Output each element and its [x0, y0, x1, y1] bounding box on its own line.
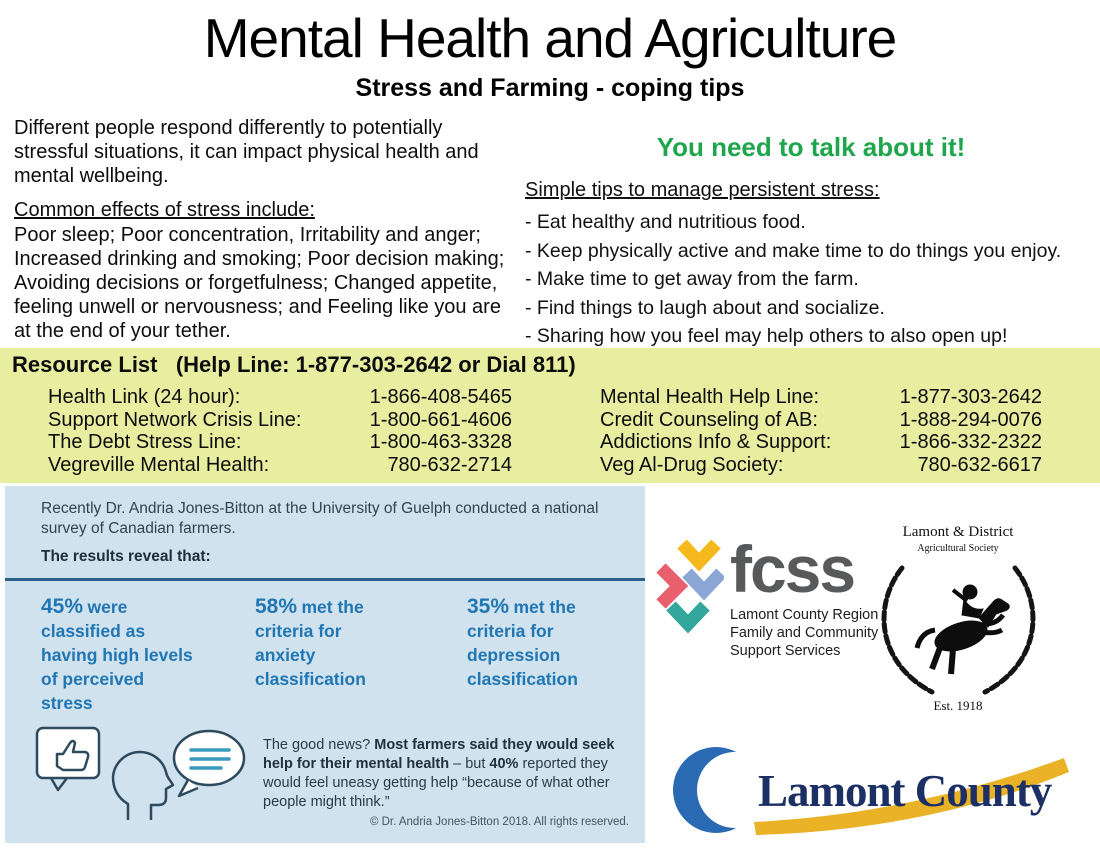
- ag-society-name-top: Lamont & District: [902, 524, 1014, 540]
- coping-tips-section: [525, 132, 1097, 351]
- ag-society-name-sub: Agricultural Society: [917, 543, 999, 554]
- resource-row: [48, 454, 512, 477]
- copyright-notice: © Dr. Andria Jones-Bitton 2018. All rights reserved.: [369, 816, 629, 828]
- resource-list-section: [0, 348, 1100, 483]
- resource-phone-number: 1-877-303-2642: [899, 386, 1042, 408]
- resource-label: Veg Al-Drug Society:: [600, 453, 784, 476]
- resource-phone-number: 1-866-332-2322: [899, 431, 1042, 453]
- intro-paragraph: Different people respond differently to potentially stressful situations, it can impact physical health and mental wellbeing.: [14, 117, 479, 187]
- stat-anxiety: [255, 596, 405, 692]
- resource-row: [48, 431, 512, 454]
- fcss-tagline-line: Family and Community: [730, 625, 879, 641]
- resource-row: [600, 386, 1042, 409]
- stat-text: met the criteria for depression classification: [467, 597, 578, 689]
- stat-value: 35%: [467, 595, 510, 618]
- person-icon: [113, 752, 173, 820]
- resource-column-right: [600, 386, 1042, 476]
- feedback-icons: [33, 722, 248, 822]
- fcss-chevrons-icon: [652, 540, 724, 646]
- stat-text: met the criteria for anxiety classification: [255, 597, 366, 689]
- survey-results-heading: The results reveal that:: [41, 548, 211, 565]
- fcss-tagline-line: Lamont County Region: [730, 607, 879, 623]
- resource-helpline: (Help Line: 1-877-303-2642 or Dial 811): [175, 352, 576, 377]
- resource-row: [600, 431, 1042, 454]
- resource-phone-number: 780-632-6617: [917, 453, 1042, 476]
- tip-item: - Make time to get away from the farm.: [525, 268, 859, 290]
- resource-phone-number: 780-632-2714: [387, 453, 512, 476]
- page-subtitle: Stress and Farming - coping tips: [355, 74, 745, 102]
- survey-intro: Recently Dr. Andria Jones-Bitton at the University of Guelph conducted a national survey of Canadian farmers.: [41, 500, 599, 537]
- stress-effects-section: [14, 116, 516, 343]
- resource-list-title-line: [12, 352, 576, 378]
- tip-item: - Keep physically active and make time to do things you enjoy.: [525, 239, 1062, 262]
- resource-label: Addictions Info & Support:: [600, 431, 832, 453]
- fcss-tagline: [730, 606, 878, 660]
- tip-item: - Find things to laugh about and socialize.: [525, 296, 885, 319]
- resource-column-left: [48, 386, 512, 476]
- stat-text: were classified as having high levels of perceived stress: [41, 597, 193, 713]
- resource-label: Support Network Crisis Line:: [48, 408, 302, 431]
- resource-label: Mental Health Help Line:: [600, 386, 820, 408]
- resource-row: [600, 454, 1042, 477]
- lamont-county-swoosh-icon: [672, 740, 1072, 840]
- tip-item: - Sharing how you feel may help others to also open up!: [525, 325, 1008, 347]
- survey-infographic: [5, 486, 645, 843]
- lamont-county-wordmark: Lamont County: [758, 766, 1052, 816]
- resource-label: Health Link (24 hour):: [48, 386, 241, 408]
- speech-bubble-icon: [174, 731, 244, 796]
- good-news-text: The good news? Most farmers said they would seek help for their mental health – but 40% reported they would feel uneasy getting help “because of what other people might think.”: [263, 737, 615, 810]
- fcss-tagline-line: Support Services: [730, 643, 841, 659]
- resource-phone-number: 1-800-661-4606: [369, 408, 512, 431]
- talk-about-it-heading: You need to talk about it!: [656, 132, 966, 162]
- resource-label: Vegreville Mental Health:: [48, 453, 270, 476]
- resource-list-title: Resource List: [12, 352, 158, 377]
- effects-heading: Common effects of stress include:: [14, 199, 315, 221]
- bucking-horse-icon: [917, 585, 1009, 674]
- ag-society-est-date: Est. 1918: [933, 698, 983, 713]
- agricultural-society-emblem-icon: [866, 518, 1051, 715]
- effects-text: Poor sleep; Poor concentration, Irritability and anger; Increased drinking and smoking; Poor decision making; Avoiding decisions or forgetfulness; Changed appetite, feeling unwell or nervousness; and Feeling like you are at the end of your tether.: [14, 224, 505, 342]
- lamont-county-logo: [672, 740, 1072, 845]
- fcss-wordmark-block: [730, 532, 879, 660]
- agricultural-society-logo: [866, 518, 1051, 720]
- thumbs-up-icon: [37, 728, 99, 790]
- divider: [5, 578, 645, 581]
- fcss-wordmark: fcss: [730, 532, 855, 606]
- stat-value: 58%: [255, 595, 298, 618]
- resource-row: [48, 409, 512, 432]
- resource-row: [600, 409, 1042, 432]
- resource-row: [48, 386, 512, 409]
- page-title: Mental Health and Agriculture: [203, 7, 897, 69]
- resource-label: The Debt Stress Line:: [48, 431, 242, 453]
- resource-phone-number: 1-800-463-3328: [369, 431, 512, 453]
- stat-depression: [467, 596, 621, 692]
- tip-item: - Eat healthy and nutritious food.: [525, 211, 806, 233]
- stat-perceived-stress: [41, 596, 195, 716]
- stat-value: 45%: [41, 595, 84, 618]
- resource-label: Credit Counseling of AB:: [600, 408, 818, 431]
- resource-phone-number: 1-866-408-5465: [369, 386, 512, 408]
- tips-heading: Simple tips to manage persistent stress:: [525, 179, 880, 201]
- resource-phone-number: 1-888-294-0076: [899, 408, 1042, 431]
- fcss-logo: [652, 532, 879, 660]
